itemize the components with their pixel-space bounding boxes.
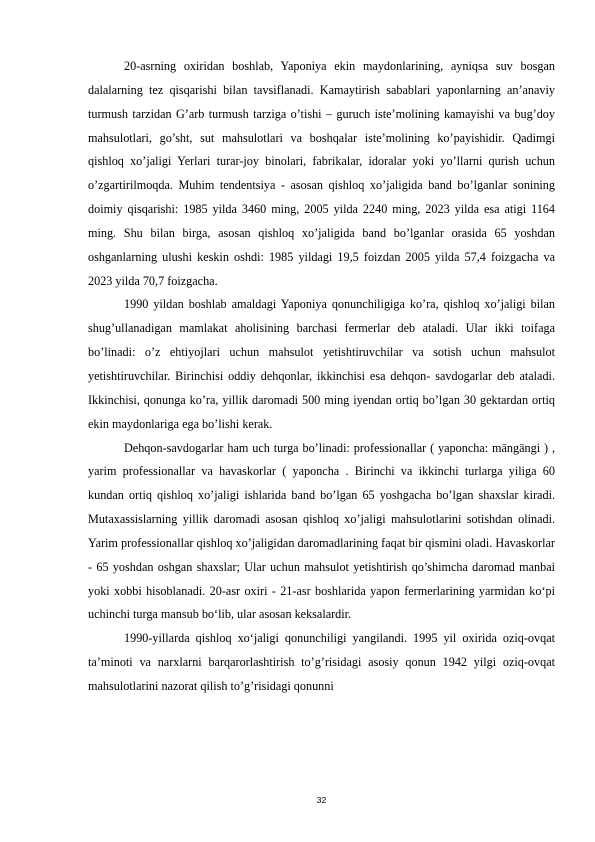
paragraph-1: 20-asrning oxiridan boshlab, Yaponiya ekin maydonlarining, ayniqsa suv bosgan dalalarning tez qisqarishi bilan tavsiflanadi. Kamaytirish sabablari yaponlarning an’anaviy turmush tarzidan G’arb turmush tarziga o’tishi – guruch iste’molining kamayishi va bug’doy mahsulotlari, go’sht, sut mahsulotlari va boshqalar iste’molining ko’payishidir. Qadimgi qishloq xo’jaligi Yerlari turar-joy binolari, fabrikalar, idoralar yoki yo’llarni qurish uchun o’zgartirilmoqda. Muhim tendentsiya - asosan qishloq xo’jaligida band bo’lganlar sonining doimiy qisqarishi: 1985 yilda 3460 ming, 2005 yilda 2240 ming, 2023 yilda esa atigi 1164 ming. Shu bilan birga, asosan qishloq xo’jaligida band bo’lganlar orasida 65 yoshdan oshganlarning ulushi keskin oshdi: 1985 yildagi 19,5 foizdan 2005 yilda 57,4 foizgacha va 2023 yilda 70,7 foizgacha. (88, 59, 555, 288)
paragraph-4: 1990-yillarda qishloq xo‘jaligi qonunchiligi yangilandi. 1995 yil oxirida oziq-ovqat ta’minoti va narxlarni barqarorlashtirish to’g’risidagi asosiy qonun 1942 yilgi oziq-ovqat mahsulotlarini nazorat qilish to’g’risidagi qonunni (88, 631, 555, 693)
document-body (88, 55, 555, 699)
paragraph-3: Dehqon-savdogarlar ham uch turga bo’linadi: professionallar ( yaponcha: māngāngi ) , yarim professionallar va havaskorlar ( yaponcha . Birinchi va ikkinchi turlarga yiliga 60 kundan ortiq qishloq xo’jaligi ishlarida band bo’lgan 65 yoshgacha bo’lgan shaxslar kiradi. Mutaxassislarning yillik daromadi asosan qishloq xo’jaligi mahsulotlarini sotishdan olinadi. Yarim professionallar qishloq xo’jaligidan daromadlarining faqat bir qismini oladi. Havaskorlar - 65 yoshdan oshgan shaxslar; Ular uchun mahsulot yetishtirish qo’shimcha daromad manbai yoki xobbi hisoblanadi. 20-asr oxiri - 21-asr boshlarida yapon fermerlarining yarmidan ko‘pi uchinchi turga mansub bo‘lib, ular asosan keksalardir. (88, 440, 555, 622)
page-number: 32 (316, 795, 327, 805)
paragraph-2: 1990 yildan boshlab amaldagi Yaponiya qonunchiligiga ko’ra, qishloq xo’jaligi bilan shug’ullanadigan mamlakat aholisining barchasi fermerlar deb ataladi. Ular ikki toifaga bo’linadi: o’z ehtiyojlari uchun mahsulot yetishtiruvchilar va sotish uchun mahsulot yetishtiruvchilar. Birinchisi oddiy dehqonlar, ikkinchisi esa dehqon- savdogarlar deb ataladi. Ikkinchisi, qonunga ko’ra, yillik daromadi 500 ming iyendan ortiq bo’lgan 30 gektardan ortiq ekin maydonlariga ega bo’lishi kerak. (88, 297, 555, 431)
